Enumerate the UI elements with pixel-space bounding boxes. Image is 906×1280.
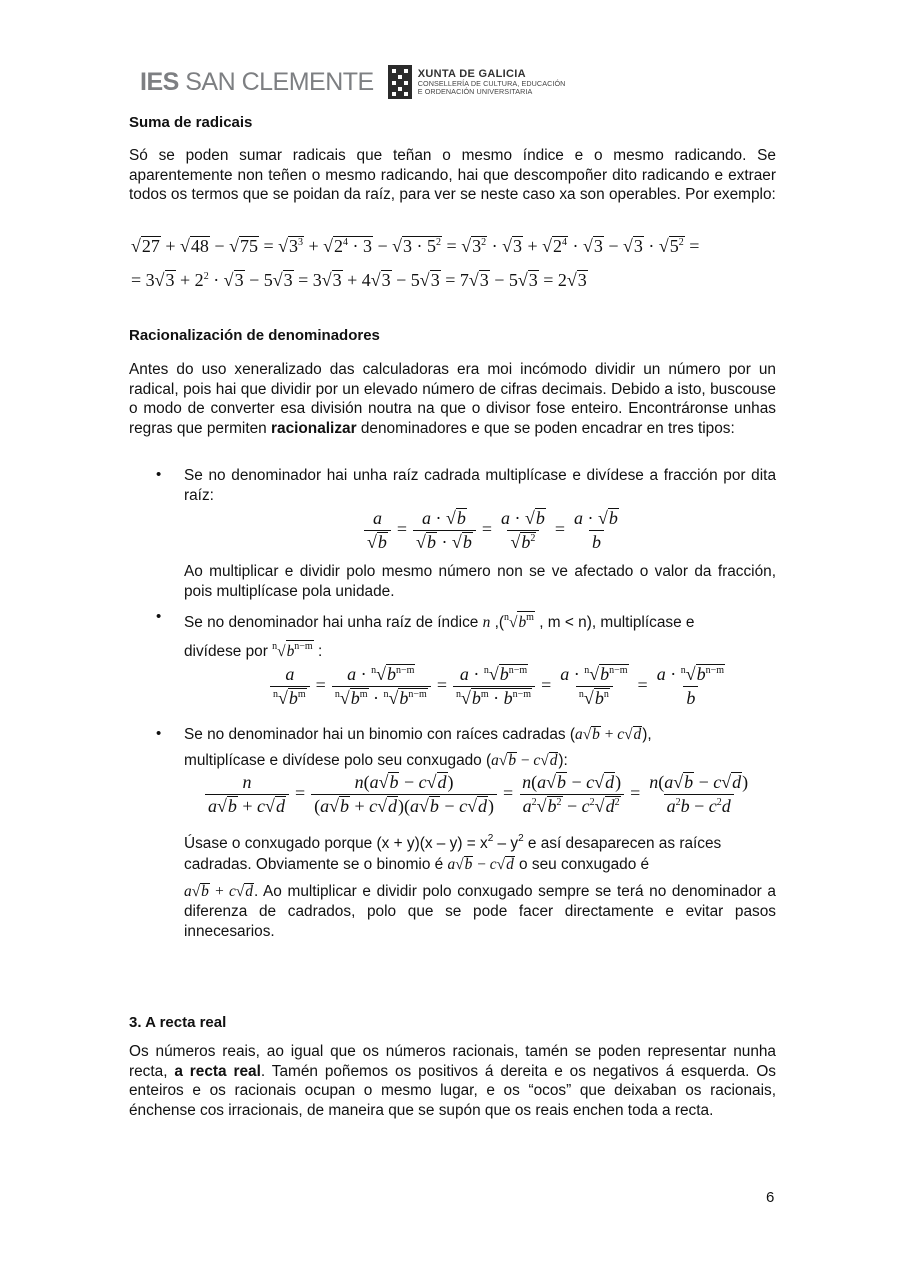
recta-paragraph: Os números reais, ao igual que os números racionais, tamén se poden representar nunha recta, a recta real. Tamén poñemos os positivos á dereita e os negativos á esquerda. Os enteiros e os racionais ocupan o mesmo lugar, e os “ocos” que deixaban os racionais, énchense cos irracionais, de maneira que se supón que os reais enchen toda a recta. (129, 1043, 776, 1119)
bullet3-note-1: Úsase o conxugado porque $(x + y)(x - y) = x^2 - y^2$ e así desaparecen as raíces (184, 833, 722, 852)
section-title-recta: 3. A recta real (129, 1014, 227, 1031)
ies-logo: IES SAN CLEMENTE (140, 67, 374, 96)
bullet2-text: Se no denominador hai unha raíz de índice n $,(^n√b^m$ , m < n), multiplícase e (184, 612, 695, 631)
bullet1-text: Se no denominador hai unha raíz cadrada multiplícase e divídese a fracción por dita raíz: (184, 467, 776, 504)
xunta-line2: E ORDENACIÓN UNIVERSITARIA (417, 86, 533, 96)
xunta-seal-icon (388, 65, 412, 99)
bullet3-note-3: a√b + c√d. Ao multiplicar e dividir polo conxugado sempre se terá no denominador a diferenza de cadrados, polo que se pode facer directamente e evitar pasos innecesarios. (184, 883, 776, 940)
bullet3-note-2: cadradas. Obviamente se o binomio é a√b − c√d o seu conxugado é (184, 856, 650, 873)
formula-bullet2: $\frac{a}{^n√b^m}$ = $\frac{a \cdot ^n√b^{n-m}}{^n√b^m \cdot ^n√b^{n-m}}$ = $\frac{a \cdot ^n√b^{n-m}}{^n√b^m \cdot b^{n-m}}$ = $\frac{a \cdot ^n√b^{n-m}}{^n√b^n}$ = $\frac{a \cdot ^n√b^{n-m}}{b}$ (268, 664, 730, 709)
bullet-marker: • (156, 608, 162, 625)
xunta-title: XUNTA DE GALICIA (417, 67, 526, 80)
bullet-marker: • (156, 466, 162, 483)
bullet2-text-2: divídese por $^n√b^{n-m}$ : (184, 641, 323, 660)
racionalizacion-paragraph: Antes do uso xeneralizado das calculadoras era moi incómodo dividir un número por un radical, pois hai que dividir por un elevado número de cifras decimais. Debido a isto, buscouse o modo de converter esa división noutra na que o divisor fose enteiro. Encontráronse unhas regras que permiten racionalizar denominadores e que se poden encadrar en tres tipos: (129, 361, 776, 437)
page-number: 6 (766, 1189, 775, 1206)
xunta-line1: CONSELLERÍA DE CULTURA, EDUCACIÓN (417, 79, 566, 89)
bullet3-text-2: multiplícase e divídese polo seu conxugado (a√b − c√d): (184, 752, 568, 769)
bullet1-note: Ao multiplicar e dividir polo mesmo número non se ve afectado o valor da fracción, pois multiplícase pola unidade. (184, 563, 776, 600)
suma-paragraph: Só se poden sumar radicais que teñan o mesmo índice e o mesmo radicando. Se aparentemente non teñen o mesmo radicando, hai que descompoñer dito radicando e extraer todos os termos que se poidan da raíz, para ver se neste caso xa son operables. Por exemplo: (129, 147, 776, 204)
formula-suma-line1: $√27 + √48 - √75 = √3^3 + √2^4 \cdot 3 - √3 \cdot 5^2 = √3^2 \cdot √3 + √2^4 \cdot √3 - √3 \cdot √5^2$ = (131, 236, 700, 256)
bullet3-text: Se no denominador hai un binomio con raíces cadradas (a√b + c√d), (184, 726, 652, 743)
formula-bullet1: $\frac{a}{√b}$ = $\frac{a \cdot √b}{√b \cdot √b}$ = $\frac{a \cdot √b}{√b^2}$ = $\frac{a \cdot √b}{b}$ (362, 508, 624, 553)
section-title-racionalizacion: Racionalización de denominadores (129, 327, 380, 344)
formula-suma-line2: = $3√3 + 2^2 \cdot √3 - 5√3 = 3√3 + 4√3 - 5√3 = 7√3 - 5√3 = 2√3$ (131, 270, 587, 290)
formula-bullet3: $\frac{n}{a√b + c√d}$ = $\frac{n(a√b - c√d)}{(a√b + c√d)(a√b - c√d)}$ = $\frac{n(a√b - c√d)}{a^2√b^2 - c^2√d^2}$ = $\frac{n(a√b - c√d)}{a^2b - c^2d}$ (203, 772, 753, 817)
bullet-marker: • (156, 725, 162, 742)
xunta-logo (388, 65, 566, 99)
section-title-suma: Suma de radicais (129, 114, 253, 131)
page-header (140, 60, 565, 104)
